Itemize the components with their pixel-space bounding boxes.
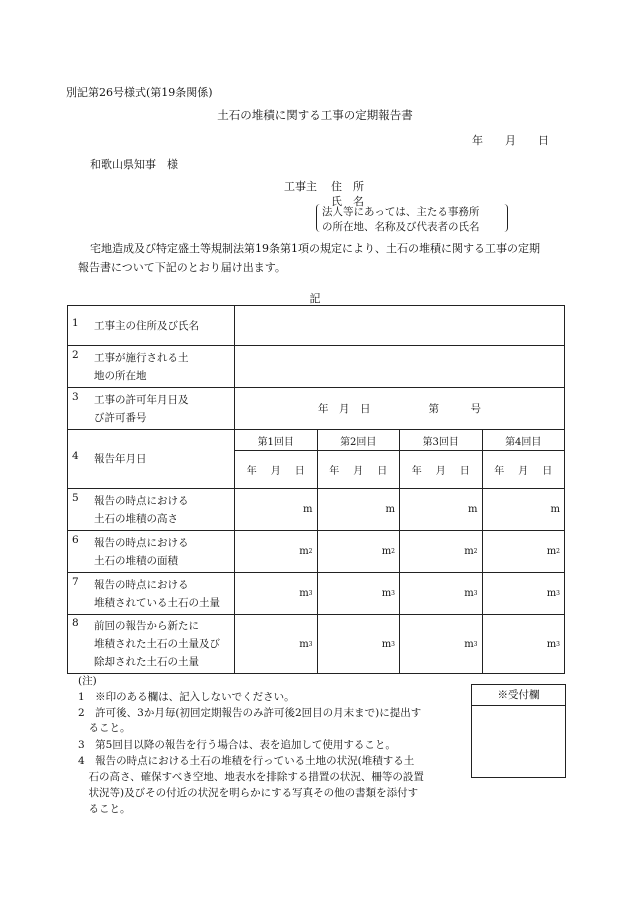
name-label: 氏 名	[331, 195, 364, 208]
area-cell-1[interactable]: m 2	[299, 546, 313, 557]
note-line: ること。	[78, 722, 131, 734]
report-date-2[interactable]: 年 月 日	[317, 451, 400, 488]
note-line: ること。	[78, 803, 131, 815]
volume-cell-2[interactable]: m 3	[317, 573, 400, 614]
row-label: 報告の時点における	[94, 578, 189, 591]
note-line: 石の高さ、確保すべき空地、地表水を排除する措置の状況、柵等の設置	[78, 771, 424, 783]
row-label: 堆積されている土石の土量	[94, 596, 220, 609]
construction-location-field[interactable]	[235, 346, 565, 388]
row-label: 前回の報告から新たに	[94, 620, 199, 632]
table-row	[68, 615, 565, 674]
report-date-4[interactable]: 年 月 日	[482, 451, 565, 488]
note-line: 2 許可後、3か月毎(初回定期報告のみ許可後2回目の月末まで)に提出す	[78, 707, 422, 719]
table-row	[68, 531, 565, 573]
reception-label: ※受付欄	[472, 685, 565, 706]
body-text-line-1: 宅地造成及び特定盛土等規制法第19条第1項の規定により、土石の堆積に関する工事の定期	[90, 242, 540, 255]
row-number: 8	[72, 617, 79, 629]
row-label: 堆積された土石の土量及び	[94, 638, 220, 650]
row-number: 3	[72, 390, 79, 403]
note-line: 3 第5回目以降の報告を行う場合は、表を追加して使用すること。	[78, 739, 396, 751]
area-cell-4[interactable]: m 2	[482, 531, 565, 572]
recipient: 和歌山県知事 様	[90, 158, 178, 171]
volume-cell-4[interactable]: m 3	[482, 573, 565, 614]
contractor-label: 工事主	[284, 180, 317, 193]
height-cell-3[interactable]: m	[399, 489, 482, 530]
corporate-note-1: 法人等にあっては、主たる事務所	[322, 206, 480, 218]
row-label: 工事が施行される土	[94, 351, 189, 364]
table-row	[68, 306, 565, 346]
body-text-line-2: 報告書について下記のとおり届け出ます。	[78, 261, 286, 274]
report-table	[67, 305, 565, 674]
report-header-1: 第1回目	[257, 436, 294, 448]
row-number: 1	[72, 316, 79, 329]
address-label: 住 所	[331, 180, 364, 193]
row-number: 2	[72, 348, 79, 361]
reception-box	[471, 684, 566, 778]
table-row	[68, 346, 565, 388]
height-cell-1[interactable]: m	[303, 504, 313, 515]
report-header-3: 第3回目	[399, 430, 482, 450]
row-label: び許可番号	[94, 411, 147, 424]
table-row	[68, 430, 565, 451]
area-cell-3[interactable]: m 2	[399, 531, 482, 572]
report-header-4: 第4回目	[482, 430, 565, 450]
row-label: 工事の許可年月日及	[94, 393, 189, 406]
volume-cell-3[interactable]: m 3	[399, 573, 482, 614]
row-label: 土石の堆積の高さ	[94, 512, 178, 525]
ki-heading: 記	[309, 292, 321, 305]
volume-cell-1[interactable]: m 3	[299, 588, 313, 599]
table-row	[68, 573, 565, 615]
report-date-1[interactable]: 年 月 日	[246, 466, 305, 477]
permit-date-number-field[interactable]	[235, 388, 565, 430]
row-number: 5	[72, 491, 79, 504]
note-line: 状況等)及びその付近の状況を明らかにする写真その他の書類を添付す	[78, 787, 419, 799]
row-label: 報告の時点における	[94, 494, 189, 507]
change-volume-cell-3[interactable]: m 3	[399, 615, 482, 673]
height-cell-4[interactable]: m	[482, 489, 565, 530]
change-volume-cell-4[interactable]: m 3	[482, 615, 565, 673]
note-line: 1 ※印のある欄は、記入しないでください。	[78, 691, 295, 703]
date-line: 年 月 日	[472, 134, 549, 147]
row-label: 報告年月日	[94, 453, 147, 465]
height-cell-2[interactable]: m	[317, 489, 400, 530]
area-cell-2[interactable]: m 2	[317, 531, 400, 572]
form-label: 別記第26号様式(第19条関係)	[66, 86, 213, 99]
permit-number: 第 号	[428, 403, 481, 415]
change-volume-cell-1[interactable]: m 3	[299, 638, 313, 650]
row-number: 7	[72, 575, 79, 588]
row-number: 6	[72, 533, 79, 546]
row-label: 工事主の住所及び氏名	[94, 319, 199, 332]
row-label: 土石の堆積の面積	[94, 554, 178, 567]
corporate-note-2: の所在地、名称及び代表者の氏名	[322, 221, 480, 233]
change-volume-cell-2[interactable]: m 3	[317, 615, 400, 673]
permit-date: 年 月 日	[318, 403, 371, 415]
row-label: 報告の時点における	[94, 536, 189, 549]
contractor-address-name-field[interactable]	[235, 306, 565, 346]
table-row	[68, 489, 565, 531]
notes-title: (注)	[78, 675, 97, 687]
report-date-3[interactable]: 年 月 日	[399, 451, 482, 488]
row-label: 除却された土石の土量	[94, 656, 199, 668]
row-number: 4	[72, 450, 79, 462]
document-title: 土石の堆積に関する工事の定期報告書	[217, 108, 413, 122]
table-row	[68, 388, 565, 430]
row-label: 地の所在地	[94, 369, 147, 382]
note-line: 4 報告の時点における土石の堆積を行っている土地の状況(堆積する土	[78, 755, 415, 767]
report-header-2: 第2回目	[317, 430, 400, 450]
